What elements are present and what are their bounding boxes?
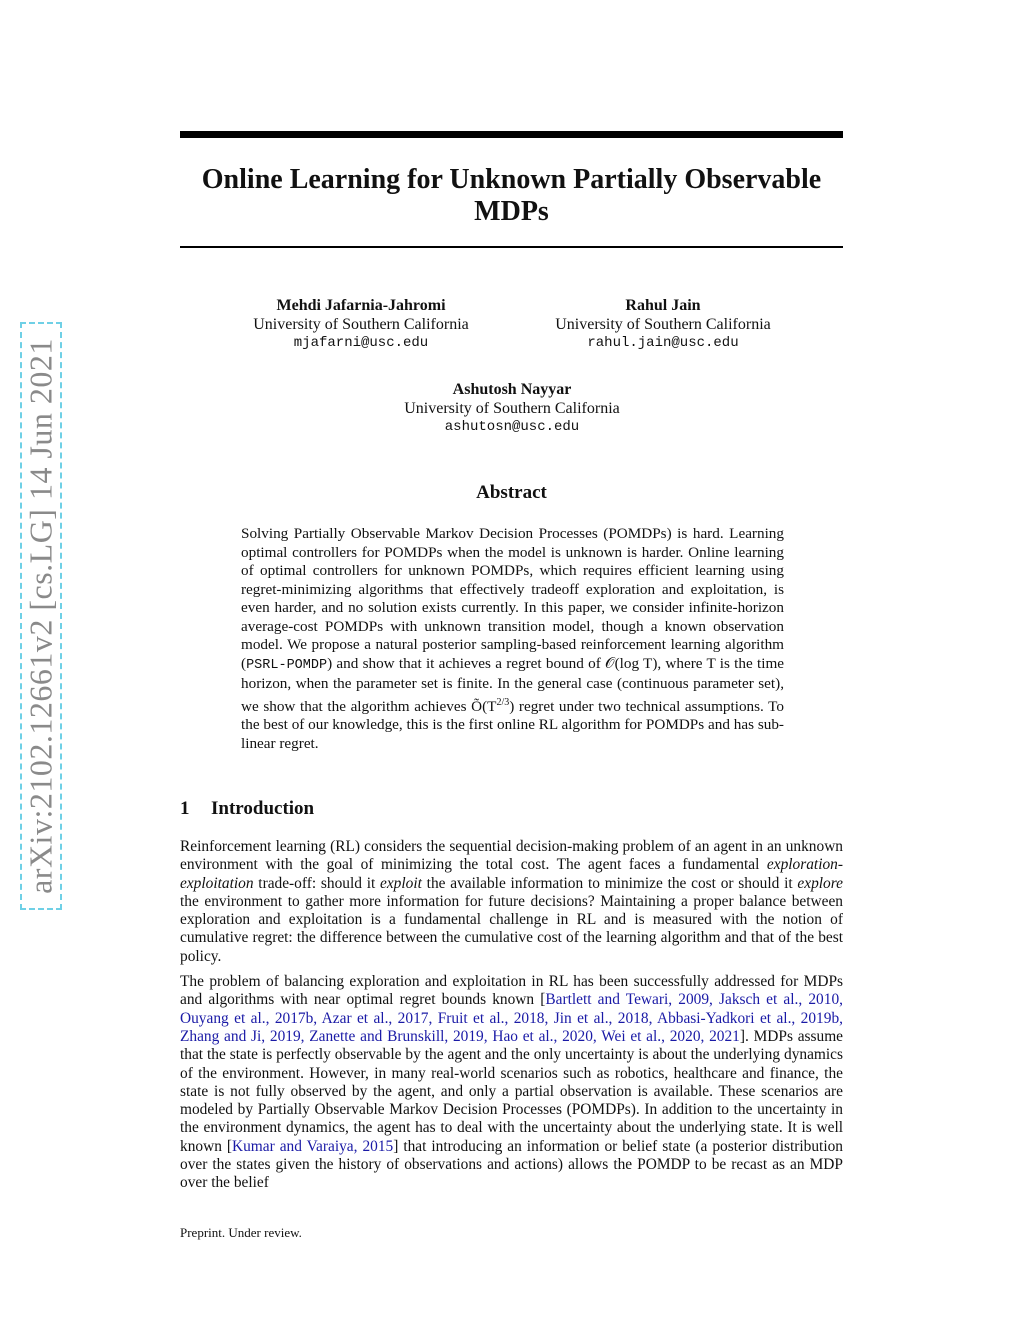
abstract-text-b: ) and show that it achieves a regret bound of 𝒪(log T), where T is the time horizon, when the parameter set is finite. In the general case (continuous parameter set), we show that the algorithm achieves Õ(T <box>241 654 784 715</box>
emphasis: exploration-exploitation <box>180 856 843 892</box>
text-run: the available information to minimize the cost or should it <box>421 874 798 892</box>
author-block-3 <box>377 380 647 437</box>
citation-link[interactable]: Kumar and Varaiya, 2015 <box>232 1137 394 1155</box>
regret-exponent: 2/3 <box>496 696 510 708</box>
section-number: 1 <box>180 798 190 819</box>
abstract-heading: Abstract <box>476 482 547 503</box>
title-bottom-rule <box>180 246 843 248</box>
intro-body <box>180 838 843 1200</box>
citation-links[interactable]: Bartlett and Tewari, 2009, Jaksch et al., 2010, Ouyang et al., 2017b, Azar et al., 2017, Fruit et al., 2018, Jin et al., 2018, Abbasi-Yadkori et al., 2019b, Zhang and Ji, 2019, Zanette and Brunskill, 2019, Hao et al., 2020, Wei et al., 2020, 2021 <box>180 991 843 1045</box>
footer-note: Preprint. Under review. <box>180 1225 302 1240</box>
author-affiliation: University of Southern California <box>555 316 771 333</box>
emphasis: explore <box>797 874 843 892</box>
emphasis: exploit <box>380 874 422 892</box>
title-top-rule <box>180 131 843 138</box>
abstract-text-c: ) regret under two technical assumptions. To the best of our knowledge, this is the first online RL algorithm for POMDPs and has sub-linear regret. <box>241 697 784 752</box>
arxiv-stamp <box>20 322 62 910</box>
author-name: Rahul Jain <box>625 297 701 314</box>
author-affiliation: University of Southern California <box>404 400 620 417</box>
text-run: The problem of balancing exploration and exploitation in RL has been successfully addressed for MDPs and algorithms with near optimal regret bounds known [ <box>180 973 843 1009</box>
author-name: Ashutosh Nayyar <box>452 381 572 398</box>
text-run: ] that introducing an information or belief state (a posterior distribution over the states given the history of observations and actions) allows the POMDP to be recast as an MDP over the belief <box>180 1137 843 1192</box>
text-run: trade-off: should it <box>253 874 381 892</box>
text-run: ]. MDPs assume that the state is perfectly observable by the agent and the only uncertainty is about the underlying dynamics of the environment. However, in many real-world scenarios such as robotics, healthcare and finance, the state is not fully observed by the agent, and only a partial observation is available. These scenarios are modeled by Partially Observable Markov Decision Processes (POMDPs). In addition to the uncertainty in the environment dynamics, the agent has to deal with the uncertainty about the underlying state. It is well known [ <box>180 1027 843 1155</box>
abstract-paragraph <box>241 525 784 753</box>
abstract-body <box>241 525 784 753</box>
abstract-text-a: Solving Partially Observable Markov Decision Processes (POMDPs) is hard. Learning optimal controllers for POMDPs when the model is unknown is harder. Online learning of optimal controllers for unknown POMDPs, which requires efficient learning using regret-minimizing algorithms that effectively tradeoff exploration and exploitation, is even harder, and no solution exists currently. In this paper, we consider infinite-horizon average-cost POMDPs with unknown transition model, though a known observation model. We propose a natural posterior sampling-based reinforcement learning algorithm ( <box>241 525 784 672</box>
author-block-2 <box>528 296 798 353</box>
author-block-1 <box>226 296 496 353</box>
arxiv-id: arXiv:2102.12661v2 [cs.LG] 14 Jun 2021 <box>22 338 59 894</box>
author-name: Mehdi Jafarnia-Jahromi <box>276 297 446 314</box>
author-affiliation: University of Southern California <box>253 316 469 333</box>
text-run: the environment to gather more information for future decisions? Maintaining a proper balance between exploration and exploitation is a fundamental challenge in RL and is measured with the notion of cumulative regret: the difference between the cumulative cost of the learning algorithm and that of the best policy. <box>180 892 843 965</box>
text-run: Reinforcement learning (RL) considers the sequential decision-making problem of an agent in an unknown environment with the goal of minimizing the total cost. The agent faces a fundamental <box>180 838 843 874</box>
author-email: mjafarni@usc.edu <box>293 335 429 351</box>
intro-paragraph-1 <box>180 838 843 966</box>
section-heading <box>180 798 314 820</box>
algorithm-name: PSRL-POMDP <box>246 657 328 673</box>
paper-title: Online Learning for Unknown Partially Observable MDPs <box>201 164 822 227</box>
author-email: ashutosn@usc.edu <box>444 419 580 435</box>
intro-paragraph-2 <box>180 973 843 1193</box>
author-email: rahul.jain@usc.edu <box>587 335 739 351</box>
section-title: Introduction <box>211 798 315 819</box>
